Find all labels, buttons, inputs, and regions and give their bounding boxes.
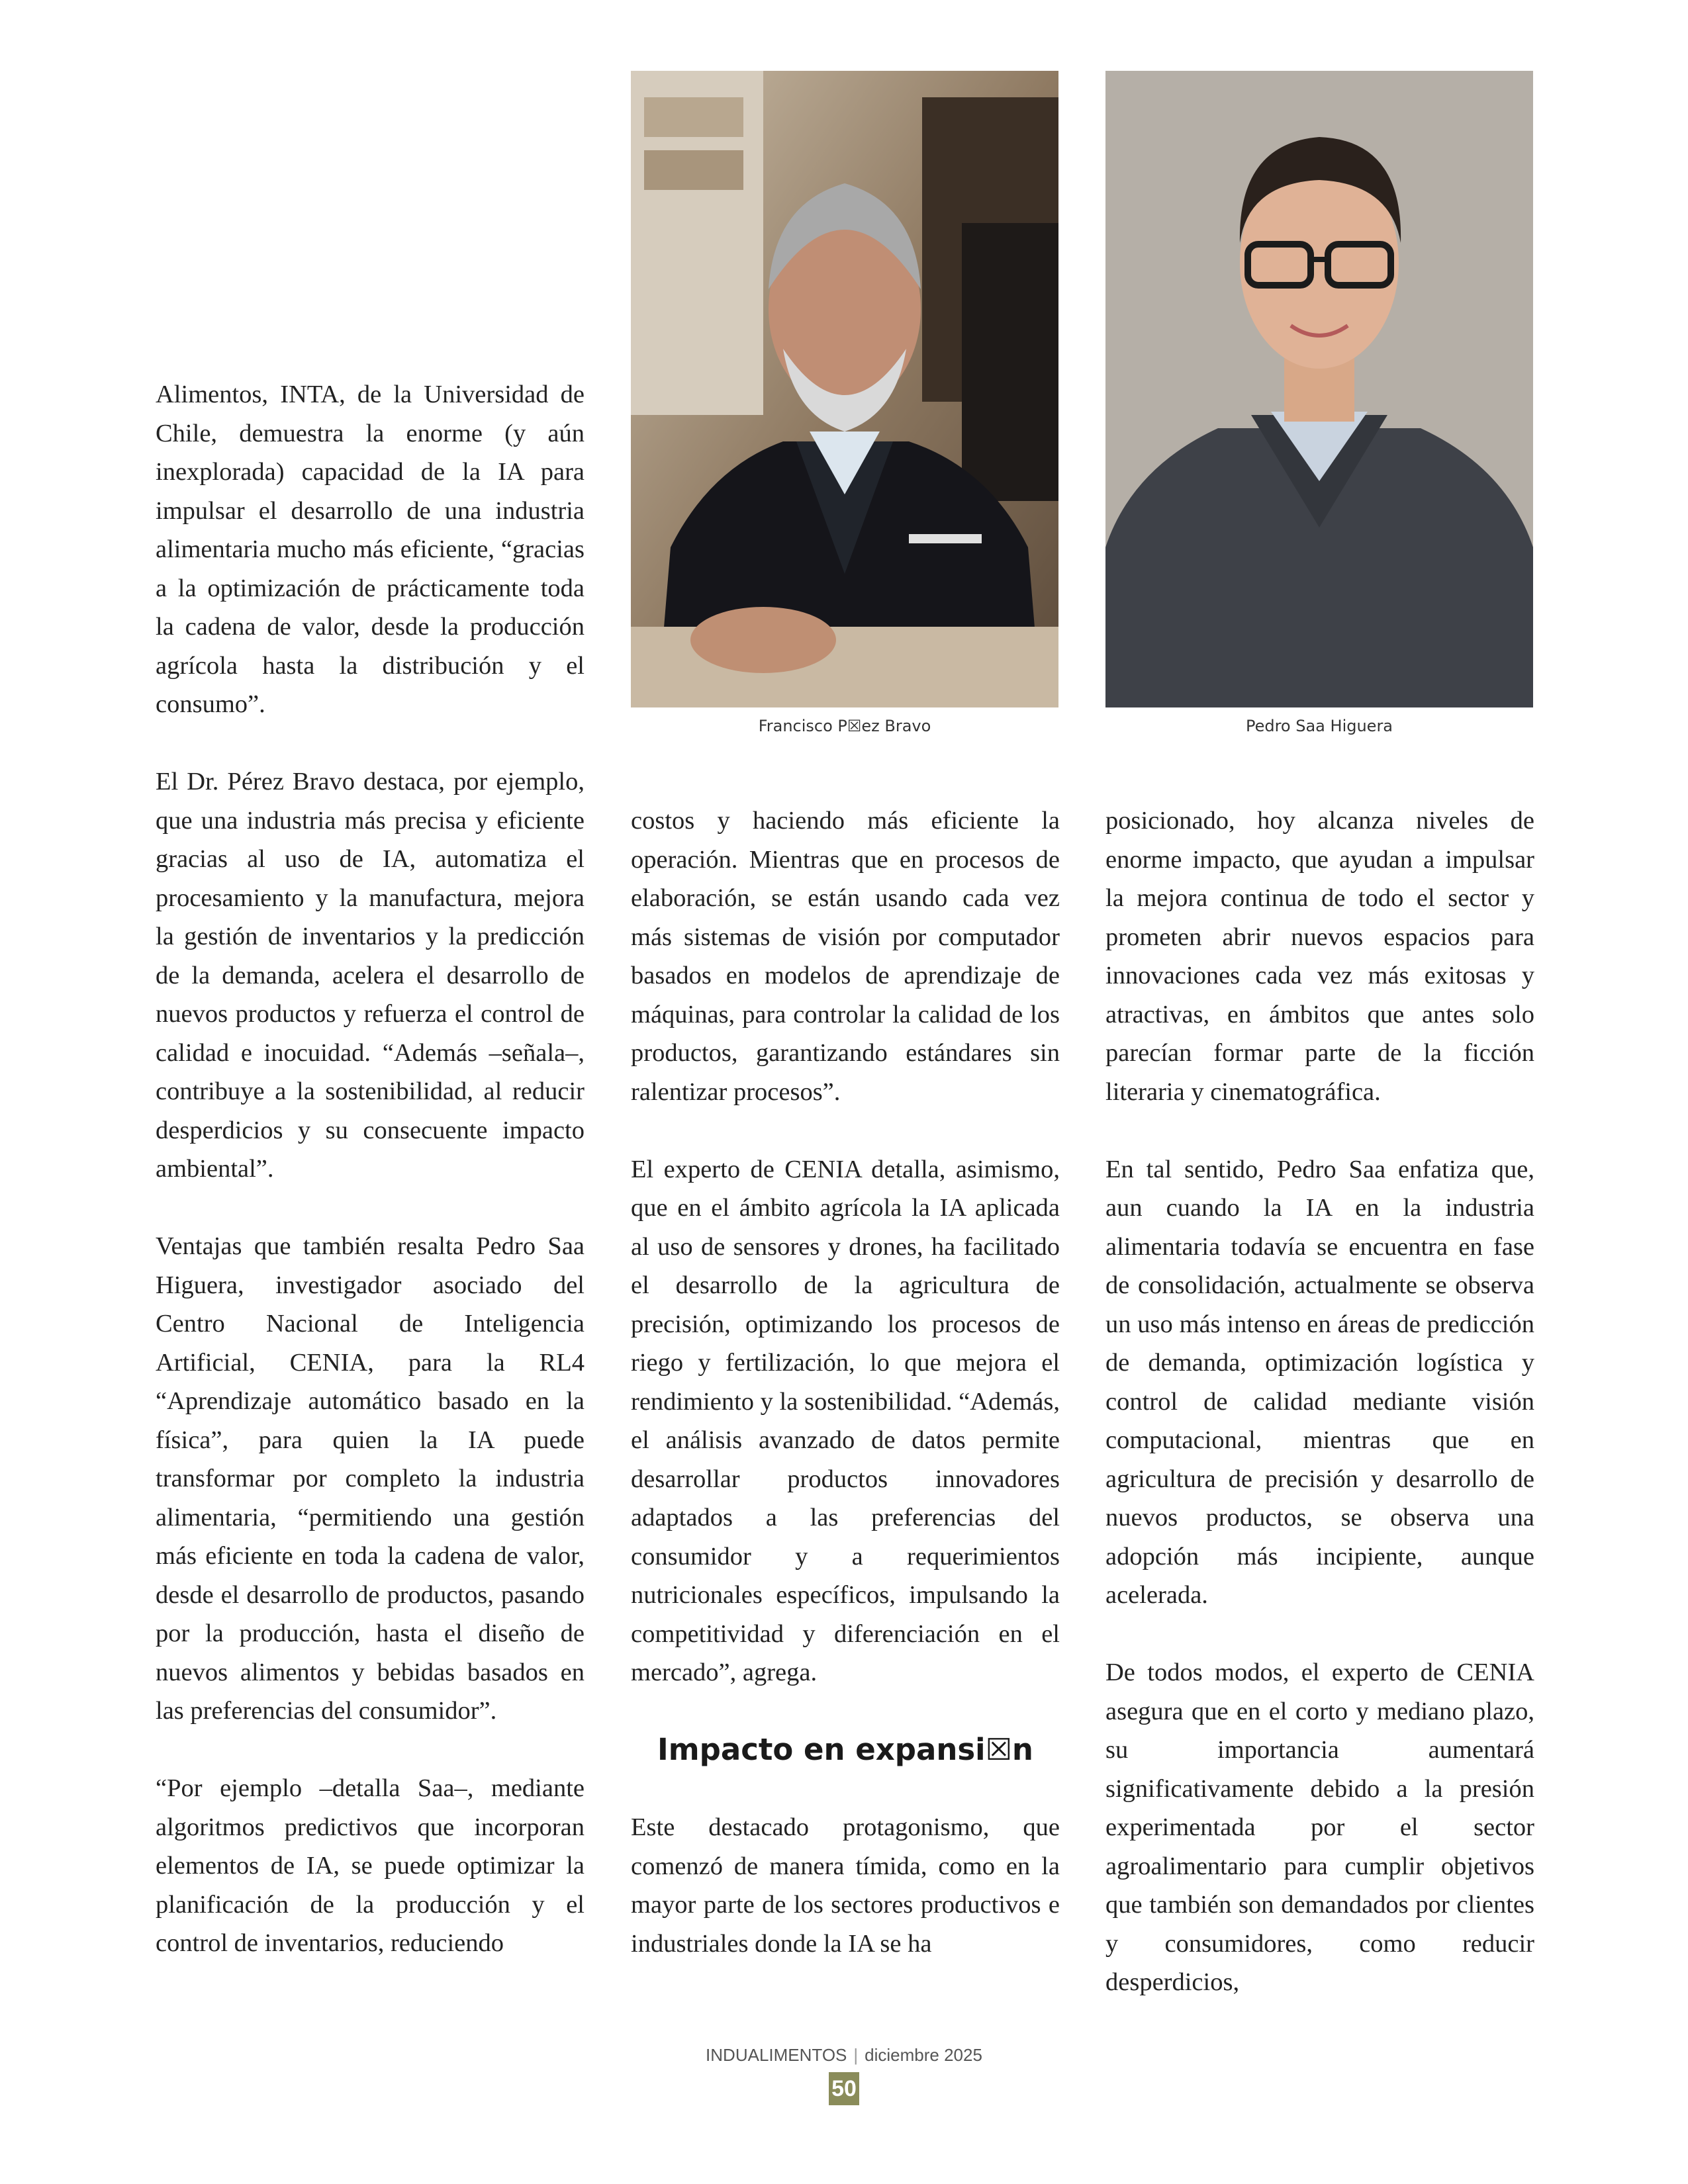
paragraph: posicionado, hoy alcanza niveles de enorme impacto, que ayudan a impulsar la mejora continua de todo el sector y prometen abrir nuevos espacios para innovaciones cada vez más exitosas y atractivas, en ámbitos que antes solo parecían formar parte de la ficción literaria y cinematográfica.	[1105, 807, 1534, 1106]
photo-caption: Pedro Saa Higuera	[1245, 717, 1393, 735]
paragraph: Alimentos, INTA, de la Universidad de Chile, demuestra la enorme (y aún inexplorada) capacidad de la IA para impulsar el desarrollo de una industria alimentaria mucho más eficiente, “gracias a la optimización de prácticamente toda la cadena de valor, desde la producción agrícola hasta la distribución y el consumo”.	[156, 381, 585, 718]
paragraph: Este destacado protagonismo, que comenzó de manera tímida, como en la mayor parte de los sectores productivos e industriales donde la IA se ha	[631, 1813, 1060, 1958]
page-number: 50	[829, 2072, 859, 2105]
publication-name: INDUALIMENTOS	[706, 2045, 847, 2065]
article-column-1	[156, 375, 585, 1963]
paragraph: En tal sentido, Pedro Saa enfatiza que, aun cuando la IA en la industria alimentaria todavía se encuentra en fase de consolidación, actualmente se observa un uso más intenso en áreas de predicción de demanda, optimización logística y control de calidad mediante visión computacional, mientras que en agricultura de precisión y desarrollo de nuevos productos, se observa una adopción más incipiente, aunque acelerada.	[1105, 1155, 1534, 1609]
portrait-photo-pedro	[1105, 71, 1533, 707]
footer-divider: |	[853, 2045, 859, 2065]
article-column-2	[631, 801, 1060, 1963]
paragraph: El experto de CENIA detalla, asimismo, que en el ámbito agrícola la IA aplicada al uso de sensores y drones, ha facilitado el desarrollo de la agricultura de precisión, optimizando los procesos de riego y fertilización, lo que mejora el rendimiento y la sostenibilidad. “Además, el análisis avanzado de datos permite desarrollar productos innovadores adaptados a las preferencias del consumidor y a requerimientos nutricionales específicos, impulsando la competitividad y diferenciación en el mercado”, agrega.	[631, 1155, 1060, 1686]
paragraph: “Por ejemplo –detalla Saa–, mediante algoritmos predictivos que incorporan elementos de IA, se puede optimizar la planificación de la producción y el control de inventarios, reduciendo	[156, 1774, 585, 1957]
issue-date: diciembre 2025	[865, 2045, 982, 2065]
article-column-3	[1105, 801, 1534, 2002]
paragraph: De todos modos, el experto de CENIA asegura que en el corto y mediano plazo, su importancia aumentará significativamente debido a la presión experimentada por el sector agroalimentario para cumplir objetivos que también son demandados por clientes y consumidores, como reducir desperdicios,	[1105, 1659, 1534, 1996]
photo-caption: Francisco P☒ez Bravo	[758, 717, 931, 735]
section-heading: Impacto en expansi☒n	[657, 1732, 1033, 1767]
paragraph: El Dr. Pérez Bravo destaca, por ejemplo, que una industria más precisa y eficiente gracias al uso de IA, automatiza el procesamiento y la manufactura, mejora la gestión de inventarios y la predicción de la demanda, acelera el desarrollo de nuevos productos y refuerza el control de calidad e inocuidad. “Además –señala–, contribuye a la sostenibilidad, al reducir desperdicios y su consecuente impacto ambiental”.	[156, 768, 585, 1183]
portrait-illustration	[1105, 71, 1533, 707]
portrait-photo-francisco	[631, 71, 1058, 707]
paragraph: Ventajas que también resalta Pedro Saa Higuera, investigador asociado del Centro Nacional de Inteligencia Artificial, CENIA, para la RL4 “Aprendizaje automático basado en la física”, para quien la IA puede transformar por completo la industria alimentaria, “permitiendo una gestión más eficiente en toda la cadena de valor, desde el desarrollo de productos, pasando por la producción, hasta el diseño de nuevos alimentos y bebidas basados en las preferencias del consumidor”.	[156, 1232, 585, 1725]
portrait-illustration	[631, 71, 1058, 707]
page-footer	[0, 2045, 1688, 2066]
paragraph: costos y haciendo más eficiente la operación. Mientras que en procesos de elaboración, se están usando cada vez más sistemas de visión por computador basados en modelos de aprendizaje de máquinas, para controlar la calidad de los productos, garantizando estándares sin ralentizar procesos”.	[631, 807, 1060, 1106]
